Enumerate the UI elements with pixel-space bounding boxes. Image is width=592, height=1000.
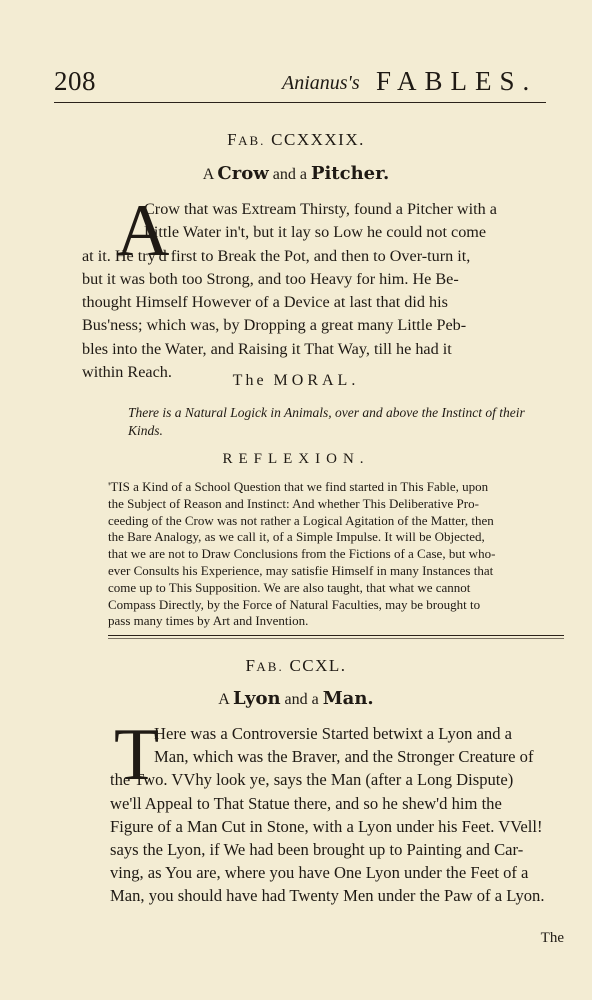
moral-line: Kinds. xyxy=(128,423,163,438)
running-title: FABLES. xyxy=(376,66,538,96)
reflexion-line: the Bare Analogy, as we call it, of a Simple Impulse. It will be Objected, xyxy=(108,529,485,545)
title-conjunction: and a xyxy=(272,166,307,183)
title-man: Man. xyxy=(322,688,374,709)
text-line: Man, which was the Braver, and the Stronger Creature of xyxy=(154,747,534,767)
fable-text-crow xyxy=(82,198,564,384)
reflexion-line: come up to This Supposition. We are also taught, that what we cannot xyxy=(108,579,471,595)
fable-title-lyon-man xyxy=(0,688,592,709)
fable-number-prefix: F xyxy=(227,130,239,149)
fable-number-prefix: F xyxy=(245,656,257,675)
title-lyon: Lyon xyxy=(232,688,281,709)
running-header xyxy=(54,60,544,100)
text-line: the Two. VVhy look ye, says the Man (after a Long Dispute) xyxy=(110,770,514,790)
title-pitcher: Pitcher. xyxy=(310,163,390,184)
moral-heading-the: The xyxy=(232,372,267,389)
reflexion-line: that we are not to Draw Conclusions from the Fictions of a Case, but who- xyxy=(108,546,496,562)
fable-text-lyon xyxy=(112,722,564,908)
text-line: Little Water in't, but it lay so Low he could not come xyxy=(144,223,487,242)
text-line: Here was a Controversie Started betwixt a Lyon and a xyxy=(154,724,513,743)
fable-number-239 xyxy=(0,130,592,150)
section-rule-secondary xyxy=(108,638,564,639)
text-line: Crow that was Extream Thirsty, found a Pitcher with a xyxy=(144,200,497,218)
text-line: Man, you should have had Twenty Men under the Paw of a Lyon. xyxy=(110,886,545,906)
fable-number-value: CCXL. xyxy=(289,656,347,675)
reflexion-line: the Subject of Reason and Instinct: And whether This Deliberative Pro- xyxy=(108,495,479,511)
moral-heading-word: MORAL. xyxy=(273,372,360,389)
moral-line: There is a Natural Logick in Animals, over and above the Instinct of their xyxy=(128,405,525,420)
drop-cap-a: A xyxy=(116,190,170,272)
page-number: 208 xyxy=(54,66,96,96)
reflexion-line: ever Consults his Experience, may satisfie Himself in many Instances that xyxy=(108,562,494,578)
section-rule xyxy=(108,635,564,636)
catchword: The xyxy=(540,930,564,946)
reflexion-line: pass many times by Art and Invention. xyxy=(108,613,309,629)
header-rule xyxy=(54,102,546,103)
title-article: A xyxy=(218,691,229,708)
text-line: Figure of a Man Cut in Stone, with a Lyon under his Feet. VVell! xyxy=(110,816,543,836)
reflexion-line: Compass Directly, by the Force of Natural Faculties, may be brought to xyxy=(108,596,481,612)
text-line: bles into the Water, and Raising it That Way, till he had it xyxy=(82,339,452,358)
reflexion-line: ceeding of the Crow was not rather a Logical Agitation of the Matter, then xyxy=(108,512,494,528)
text-line: but it was both too Strong, and too Heavy for him. He Be- xyxy=(82,269,459,288)
moral-text xyxy=(128,404,564,440)
title-crow: Crow xyxy=(217,163,269,184)
reflexion-line: 'TIS a Kind of a School Question that we find started in This Fable, upon xyxy=(108,479,489,494)
fable-number-smallcaps: AB. xyxy=(238,133,266,148)
title-article: A xyxy=(202,166,214,183)
title-conjunction: and a xyxy=(284,691,319,708)
drop-cap-t: T xyxy=(114,714,160,796)
text-line: within Reach. xyxy=(82,363,172,382)
moral-heading xyxy=(0,372,592,390)
text-line: ving, as You are, where you have One Lyon under the Feet of a xyxy=(110,863,529,883)
text-line: Bus'ness; which was, by Dropping a great many Little Peb- xyxy=(82,316,467,335)
fable-number-value: CCXXXIX. xyxy=(271,130,365,149)
text-line: at it. He try'd first to Break the Pot, and then to Over-turn it, xyxy=(82,246,471,265)
reflexion-heading: REFLEXION. xyxy=(222,451,370,467)
reflexion-text xyxy=(108,479,564,630)
fable-title-crow-pitcher xyxy=(0,163,592,184)
fable-number-smallcaps: AB. xyxy=(256,659,284,674)
running-author: Anianus's xyxy=(282,72,360,94)
fable-number-240 xyxy=(0,656,592,676)
text-line: says the Lyon, if We had been brought up to Painting and Car- xyxy=(110,840,524,860)
text-line: we'll Appeal to That Statue there, and so he shew'd him the xyxy=(110,793,502,813)
text-line: thought Himself However of a Device at last that did his xyxy=(82,293,448,312)
